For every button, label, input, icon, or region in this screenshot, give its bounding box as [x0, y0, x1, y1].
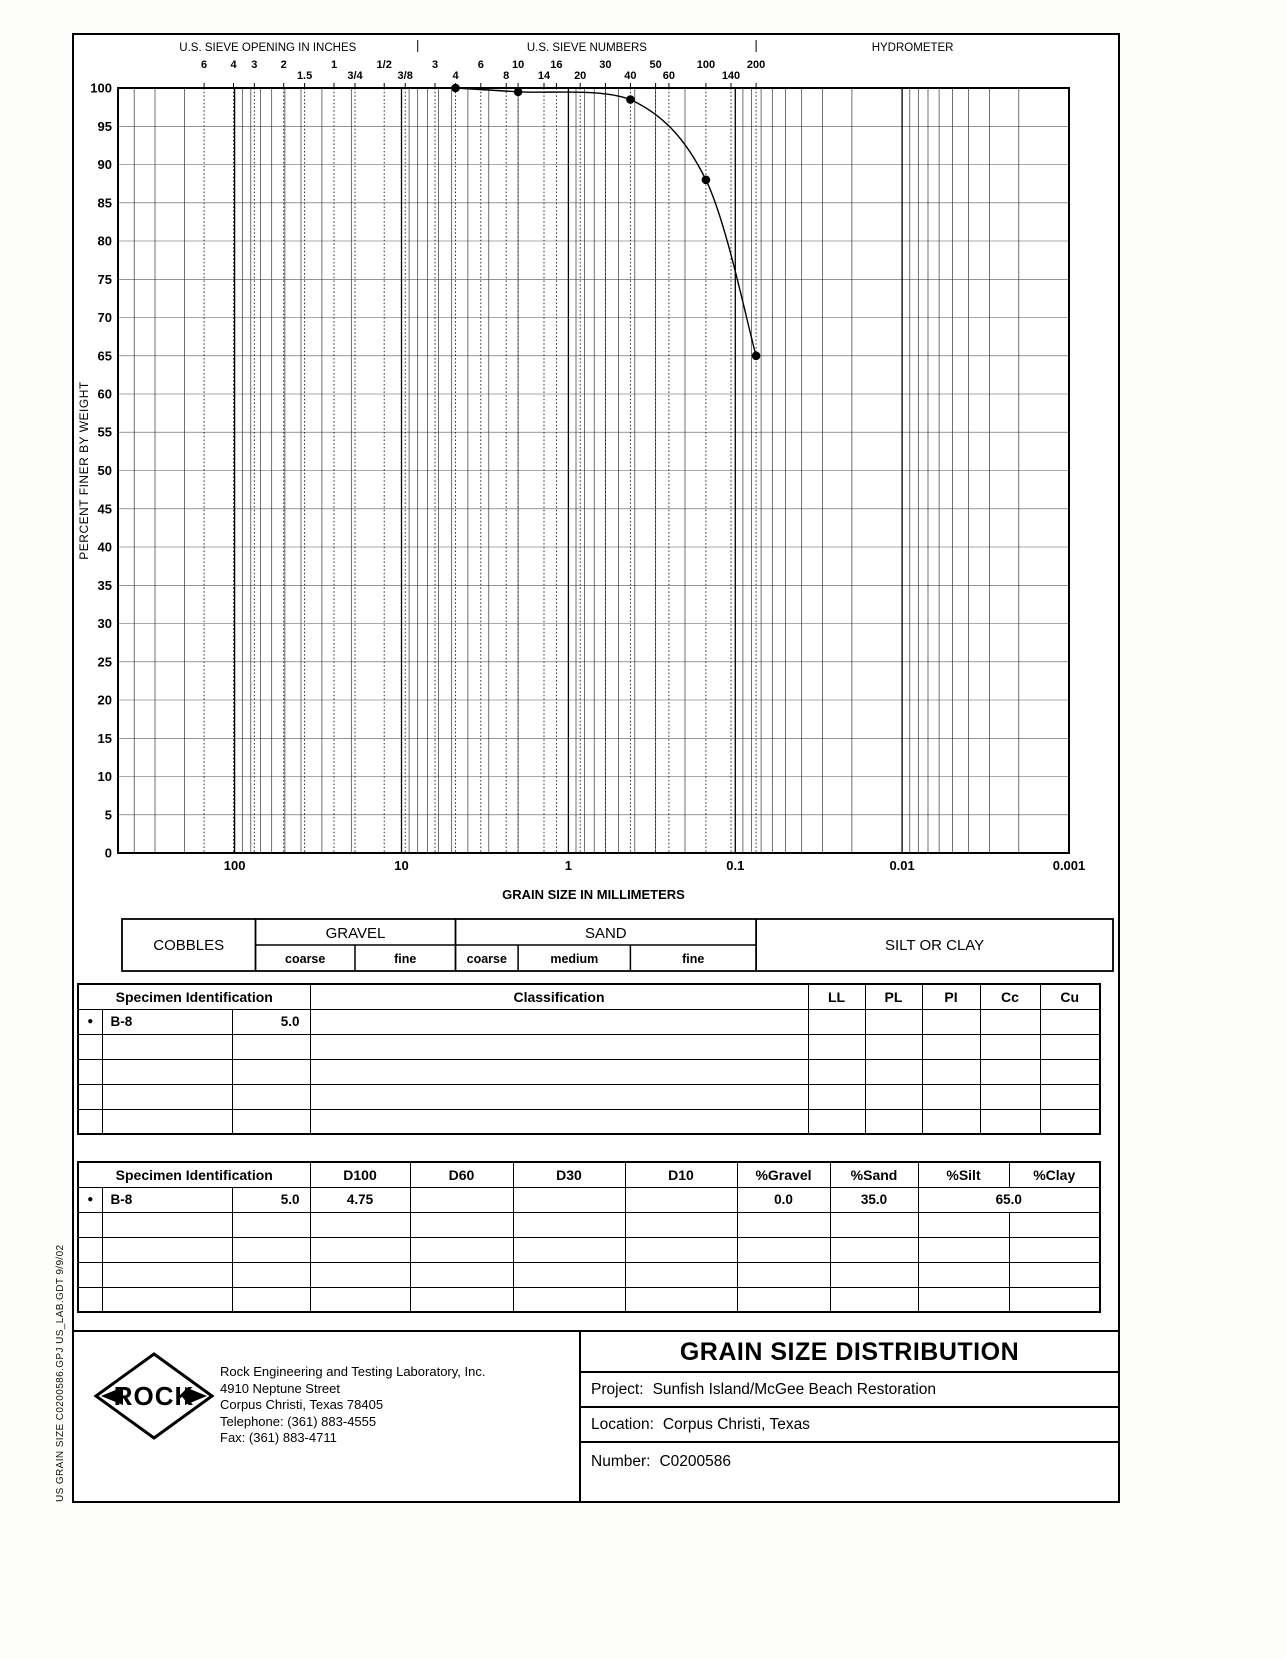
svg-text:3/4: 3/4: [347, 70, 363, 82]
cell-d60: [410, 1187, 513, 1212]
specimen-id: [102, 1262, 232, 1287]
svg-text:GRAVEL: GRAVEL: [325, 925, 386, 942]
company-address: [220, 1364, 485, 1447]
cell-pl: [865, 1034, 922, 1059]
gradation-empty-row: [78, 1212, 1100, 1237]
cell-cc: [980, 1059, 1040, 1084]
svg-text:fine: fine: [394, 952, 417, 966]
cell-gravel: [737, 1262, 830, 1287]
specimen-symbol: ●: [78, 1187, 102, 1212]
number-row: [581, 1443, 1118, 1501]
specimen-id: B-8: [102, 1187, 232, 1212]
header-cu: Cu: [1040, 984, 1100, 1009]
project-row: [581, 1373, 1118, 1408]
cell-cu: [1040, 1034, 1100, 1059]
cell-d10: [625, 1212, 737, 1237]
classification-empty-row: [78, 1109, 1100, 1134]
cell-pi: [922, 1009, 980, 1034]
gradation-data-row: [78, 1187, 1100, 1212]
cell-d30: [513, 1212, 625, 1237]
cell-sand: [830, 1262, 918, 1287]
number-value: C0200586: [659, 1453, 731, 1470]
specimen-depth: 5.0: [232, 1187, 310, 1212]
gradation-empty-row: [78, 1287, 1100, 1312]
svg-text:70: 70: [97, 310, 112, 325]
svg-text:medium: medium: [550, 952, 599, 966]
classification-data-row: [78, 1009, 1100, 1034]
report-title: GRAIN SIZE DISTRIBUTION: [581, 1332, 1118, 1373]
svg-text:25: 25: [97, 654, 112, 670]
svg-text:30: 30: [599, 59, 612, 71]
svg-text:1: 1: [564, 858, 573, 873]
specimen-depth: [232, 1059, 310, 1084]
cell-sand: [830, 1212, 918, 1237]
cell-d30: [513, 1237, 625, 1262]
gradation-table: [77, 1161, 1101, 1313]
specimen-symbol: [78, 1109, 102, 1134]
data-point: [514, 88, 523, 97]
specimen-symbol: [78, 1212, 102, 1237]
specimen-symbol: [78, 1059, 102, 1084]
cell-silt: [918, 1237, 1009, 1262]
specimen-symbol: [78, 1237, 102, 1262]
header-specimen-identification: Specimen Identification: [78, 984, 310, 1009]
company-line: 4910 Neptune Street: [220, 1380, 340, 1396]
data-point: [451, 84, 460, 93]
specimen-depth: [232, 1034, 310, 1059]
svg-text:30: 30: [97, 616, 112, 631]
cell-pi: [922, 1109, 980, 1134]
cell-d30: [513, 1287, 625, 1312]
header-d30: D30: [513, 1162, 625, 1187]
header-ll: LL: [808, 984, 865, 1009]
cell-classification: [310, 1034, 808, 1059]
cell-cc: [980, 1109, 1040, 1134]
svg-text:SILT OR CLAY: SILT OR CLAY: [884, 937, 985, 954]
svg-text:35: 35: [97, 577, 112, 593]
cell-ll: [808, 1109, 865, 1134]
svg-text:80: 80: [97, 233, 112, 249]
y-axis-title: PERCENT FINER BY WEIGHT: [77, 381, 91, 560]
svg-text:8: 8: [503, 70, 510, 82]
cell-d60: [410, 1212, 513, 1237]
header-cc: Cc: [980, 984, 1040, 1009]
cell-d100: [310, 1287, 410, 1312]
cell-pi: [922, 1034, 980, 1059]
svg-text:60: 60: [97, 386, 112, 402]
report-frame: [72, 33, 1120, 1503]
company-line: Telephone: (361) 883-4555: [220, 1413, 377, 1429]
data-point: [702, 176, 711, 185]
cell-d100: [310, 1237, 410, 1262]
svg-text:coarse: coarse: [285, 952, 326, 966]
cell-silt: [918, 1287, 1009, 1312]
grid: [118, 88, 1069, 853]
cell-clay: [1009, 1262, 1100, 1287]
cell-pl: [865, 1009, 922, 1034]
specimen-id: [102, 1212, 232, 1237]
cell-pi: [922, 1084, 980, 1109]
cell-ll: [808, 1009, 865, 1034]
x-axis-title: GRAIN SIZE IN MILLIMETERS: [502, 887, 685, 902]
y-axis-labels: [90, 81, 112, 861]
svg-text:10: 10: [97, 769, 112, 784]
svg-text:16: 16: [550, 59, 563, 71]
specimen-depth: [232, 1262, 310, 1287]
cell-cc: [980, 1084, 1040, 1109]
header-silt: %Silt: [918, 1162, 1009, 1187]
top-axis-headers: [179, 40, 953, 54]
specimen-id: B-8: [102, 1009, 232, 1034]
cell-d10: [625, 1287, 737, 1312]
header-d60: D60: [410, 1162, 513, 1187]
header-d100: D100: [310, 1162, 410, 1187]
grain-size-chart: [74, 35, 1118, 975]
header-pi: PI: [922, 984, 980, 1009]
cell-cu: [1040, 1109, 1100, 1134]
footer-company-panel: [74, 1332, 581, 1501]
classification-empty-row: [78, 1059, 1100, 1084]
svg-text:20: 20: [97, 692, 112, 708]
svg-text:4: 4: [452, 70, 459, 82]
specimen-id: [102, 1084, 232, 1109]
cell-d10: [625, 1262, 737, 1287]
svg-text:3: 3: [431, 59, 439, 71]
classification-table: [77, 983, 1101, 1135]
svg-text:5: 5: [104, 807, 112, 823]
cell-cu: [1040, 1084, 1100, 1109]
svg-text:6: 6: [201, 59, 208, 71]
cell-d60: [410, 1237, 513, 1262]
cell-gravel: [737, 1237, 830, 1262]
cell-ll: [808, 1059, 865, 1084]
specimen-depth: 5.0: [232, 1009, 310, 1034]
cell-sand: 35.0: [830, 1187, 918, 1212]
svg-text:50: 50: [649, 59, 662, 71]
number-label: Number:: [591, 1453, 651, 1470]
svg-text:fine: fine: [682, 952, 705, 966]
specimen-symbol: [78, 1034, 102, 1059]
svg-text:100: 100: [696, 59, 716, 71]
svg-text:3: 3: [251, 59, 258, 71]
cell-clay: [1009, 1212, 1100, 1237]
cell-sand: [830, 1287, 918, 1312]
cell-ll: [808, 1084, 865, 1109]
svg-text:15: 15: [97, 730, 112, 746]
header-pl: PL: [865, 984, 922, 1009]
rock-logo: [92, 1348, 216, 1444]
cell-d100: 4.75: [310, 1187, 410, 1212]
svg-text:140: 140: [721, 70, 741, 82]
gradation-empty-row: [78, 1262, 1100, 1287]
company-line: Rock Engineering and Testing Laboratory, Inc.: [220, 1364, 486, 1379]
svg-text:U.S. SIEVE NUMBERS: U.S. SIEVE NUMBERS: [526, 42, 647, 54]
cell-clay: [1009, 1287, 1100, 1312]
specimen-depth: [232, 1084, 310, 1109]
svg-text:95: 95: [97, 118, 112, 134]
x-axis-labels: [224, 858, 1086, 873]
cell-d60: [410, 1287, 513, 1312]
header-sand: %Sand: [830, 1162, 918, 1187]
cell-silt: [918, 1262, 1009, 1287]
header-d10: D10: [625, 1162, 737, 1187]
location-value: Corpus Christi, Texas: [662, 1416, 810, 1433]
cell-silt-clay: 65.0: [918, 1187, 1100, 1212]
svg-text:40: 40: [97, 539, 112, 555]
specimen-id: [102, 1237, 232, 1262]
specimen-id: [102, 1034, 232, 1059]
cell-d100: [310, 1262, 410, 1287]
svg-text:0.01: 0.01: [889, 858, 915, 873]
svg-text:100: 100: [223, 858, 246, 873]
classification-empty-row: [78, 1034, 1100, 1059]
svg-text:0: 0: [104, 845, 112, 861]
header-gravel: %Gravel: [737, 1162, 830, 1187]
sieve-lines: [204, 83, 756, 853]
cell-d10: [625, 1237, 737, 1262]
classification-header-row: [78, 984, 1100, 1009]
svg-text:HYDROMETER: HYDROMETER: [871, 42, 954, 54]
svg-text:COBBLES: COBBLES: [153, 937, 225, 954]
specimen-depth: [232, 1212, 310, 1237]
data-point: [626, 95, 635, 104]
specimen-depth: [232, 1237, 310, 1262]
header-specimen-identification: Specimen Identification: [78, 1162, 310, 1187]
cell-ll: [808, 1034, 865, 1059]
svg-text:1: 1: [330, 59, 338, 71]
specimen-symbol: [78, 1262, 102, 1287]
svg-text:coarse: coarse: [466, 952, 507, 966]
classification-bands: [122, 919, 1113, 971]
location-label: Location:: [591, 1416, 654, 1433]
svg-text:1/2: 1/2: [376, 59, 392, 71]
svg-text:40: 40: [624, 70, 637, 82]
svg-text:0.001: 0.001: [1052, 858, 1086, 873]
svg-text:14: 14: [537, 70, 551, 82]
svg-text:75: 75: [97, 271, 112, 287]
footer: [74, 1330, 1118, 1501]
cell-sand: [830, 1237, 918, 1262]
cell-d30: [513, 1187, 625, 1212]
svg-text:10: 10: [511, 59, 525, 71]
location-row: [581, 1408, 1118, 1443]
cell-gravel: [737, 1287, 830, 1312]
svg-text:85: 85: [97, 195, 112, 211]
specimen-symbol: [78, 1287, 102, 1312]
cell-silt: [918, 1212, 1009, 1237]
svg-text:200: 200: [746, 59, 766, 71]
header-clay: %Clay: [1009, 1162, 1100, 1187]
specimen-id: [102, 1109, 232, 1134]
cell-cc: [980, 1009, 1040, 1034]
svg-text:4: 4: [230, 59, 237, 71]
specimen-symbol: [78, 1084, 102, 1109]
cell-clay: [1009, 1237, 1100, 1262]
sidebar-file-note: US GRAIN SIZE C0200586.GPJ US_LAB.GDT 9/9/02: [55, 1244, 66, 1502]
svg-text:100: 100: [90, 80, 112, 96]
svg-text:0.1: 0.1: [726, 858, 745, 873]
svg-text:2: 2: [280, 59, 287, 71]
project-value: Sunfish Island/McGee Beach Restoration: [652, 1381, 937, 1398]
cell-gravel: [737, 1212, 830, 1237]
specimen-depth: [232, 1109, 310, 1134]
specimen-id: [102, 1287, 232, 1312]
svg-text:U.S. SIEVE OPENING IN INCHES: U.S. SIEVE OPENING IN INCHES: [179, 42, 357, 54]
cell-d100: [310, 1212, 410, 1237]
cell-pl: [865, 1109, 922, 1134]
cell-classification: [310, 1059, 808, 1084]
svg-text:1.5: 1.5: [296, 70, 313, 82]
cell-classification: [310, 1109, 808, 1134]
gradation-empty-row: [78, 1237, 1100, 1262]
svg-text:3/8: 3/8: [397, 70, 413, 82]
svg-text:SAND: SAND: [584, 925, 627, 942]
cell-d30: [513, 1262, 625, 1287]
specimen-symbol: ●: [78, 1009, 102, 1034]
svg-text:20: 20: [574, 70, 587, 82]
classification-empty-row: [78, 1084, 1100, 1109]
company-line: Fax: (361) 883-4711: [220, 1430, 337, 1445]
data-point: [752, 352, 761, 361]
cell-pi: [922, 1059, 980, 1084]
svg-text:10: 10: [394, 858, 409, 873]
cell-classification: [310, 1009, 808, 1034]
gradation-header-row: [78, 1162, 1100, 1187]
cell-gravel: 0.0: [737, 1187, 830, 1212]
cell-d10: [625, 1187, 737, 1212]
svg-text:65: 65: [97, 348, 112, 364]
specimen-id: [102, 1059, 232, 1084]
svg-text:60: 60: [662, 70, 676, 82]
svg-text:55: 55: [97, 424, 112, 440]
svg-text:90: 90: [97, 157, 112, 172]
specimen-depth: [232, 1287, 310, 1312]
sieve-labels: [201, 59, 765, 82]
cell-cu: [1040, 1059, 1100, 1084]
svg-text:45: 45: [97, 501, 112, 517]
footer-project-panel: [581, 1332, 1118, 1501]
svg-text:50: 50: [97, 463, 112, 478]
cell-classification: [310, 1084, 808, 1109]
cell-cc: [980, 1034, 1040, 1059]
svg-text:6: 6: [477, 59, 484, 71]
company-line: Corpus Christi, Texas 78405: [220, 1397, 384, 1412]
cell-cu: [1040, 1009, 1100, 1034]
cell-d60: [410, 1262, 513, 1287]
cell-pl: [865, 1059, 922, 1084]
header-classification: Classification: [310, 984, 808, 1009]
cell-pl: [865, 1084, 922, 1109]
logo-text: ROCK: [113, 1381, 195, 1411]
project-label: Project:: [591, 1381, 644, 1398]
